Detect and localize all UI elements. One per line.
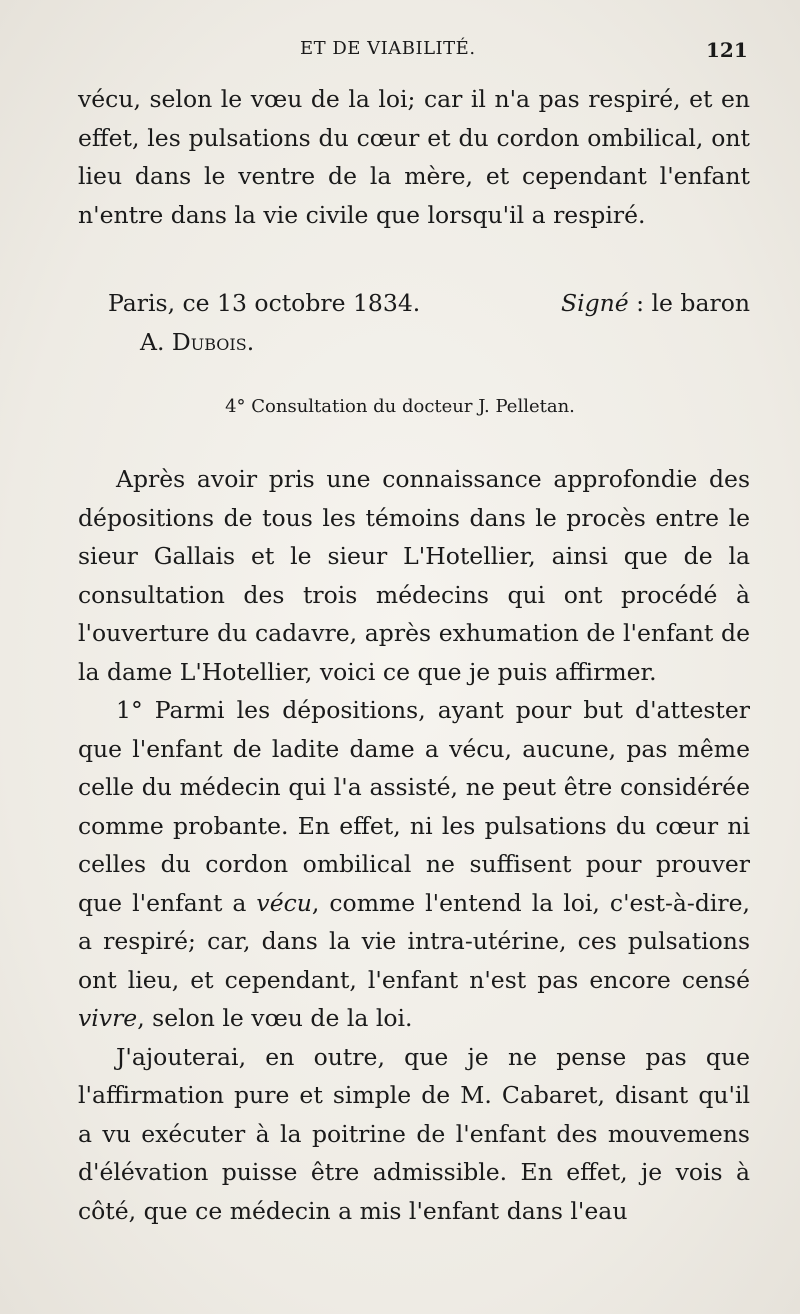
paragraph-1-text: Après avoir pris une connaissance approfondie des dépositions de tous les témoins dans le procès entre le sieur Gallais et le sieur L'Hotellier, ainsi que de la consultation des trois médecins qui ont procédé à l'ouverture du cadavre, après exhumation de l'enfant de la dame L'Hotellier, voici ce que je puis affirmer. [78, 465, 750, 686]
signed-by [561, 284, 750, 323]
continuation-text: vécu, selon le vœu de la loi; car il n'a pas respiré, et en effet, les pulsations du cœur et du cordon ombilical, ont lieu dans le ventre de la mère, et cependant l'enfant n'entre dans la vie civile que lorsqu'il a respiré. [78, 85, 750, 229]
page-header [0, 38, 800, 68]
running-head: ET DE VIABILITÉ. [300, 38, 476, 59]
place-date: Paris, ce 13 octobre 1834. [108, 289, 421, 317]
paragraph-2-text-b: , comme l'entend la loi, c'est-à-dire, a respiré; car, dans la vie intra-utérine, ces pulsations ont lieu, et cependant, l'enfant n'est pas encore censé [78, 888, 751, 994]
paragraph-2-italic-vivre: vivre [78, 1004, 138, 1032]
signatory-initial: A. [140, 327, 172, 356]
paragraph-2-text-a: 1° Parmi les dépositions, ayant pour but d'attester que l'enfant de ladite dame a vécu, aucune, pas même celle du médecin qui l'a assisté, ne peut être considérée comme probante. En effet, ni les pulsations du cœur ni celles du cordon ombilical ne suffisent pour prouver que l'enfant a [78, 696, 750, 917]
page-number: 121 [706, 38, 748, 62]
paragraph-2 [78, 691, 750, 1038]
body-text [78, 460, 750, 1230]
signed-suffix: : le baron [628, 289, 750, 317]
signature-block [78, 284, 750, 361]
paragraph-2-italic-vecu: vécu [256, 888, 312, 917]
paragraph-2-text-c: , selon le vœu de la loi. [137, 1004, 413, 1032]
signed-label: Signé [560, 289, 629, 317]
paragraph-3-text: J'ajouterai, en outre, que je ne pense pas que l'affirmation pure et simple de M. Cabaret, disant qu'il a vu exécuter à la poitrine de l'enfant des mouvemens d'élévation puisse être admissible. En effet, je vois à côté, que ce médecin a mis l'enfant dans l'eau [78, 1042, 750, 1225]
continuation-paragraph [78, 80, 750, 234]
signature-line [78, 284, 750, 323]
signatory-name [78, 323, 750, 362]
section-title: 4° Consultation du docteur J. Pelletan. [225, 396, 575, 417]
paragraph-1 [78, 460, 750, 691]
signatory-surname: Dubois. [171, 327, 255, 356]
paragraph-3 [78, 1038, 750, 1231]
